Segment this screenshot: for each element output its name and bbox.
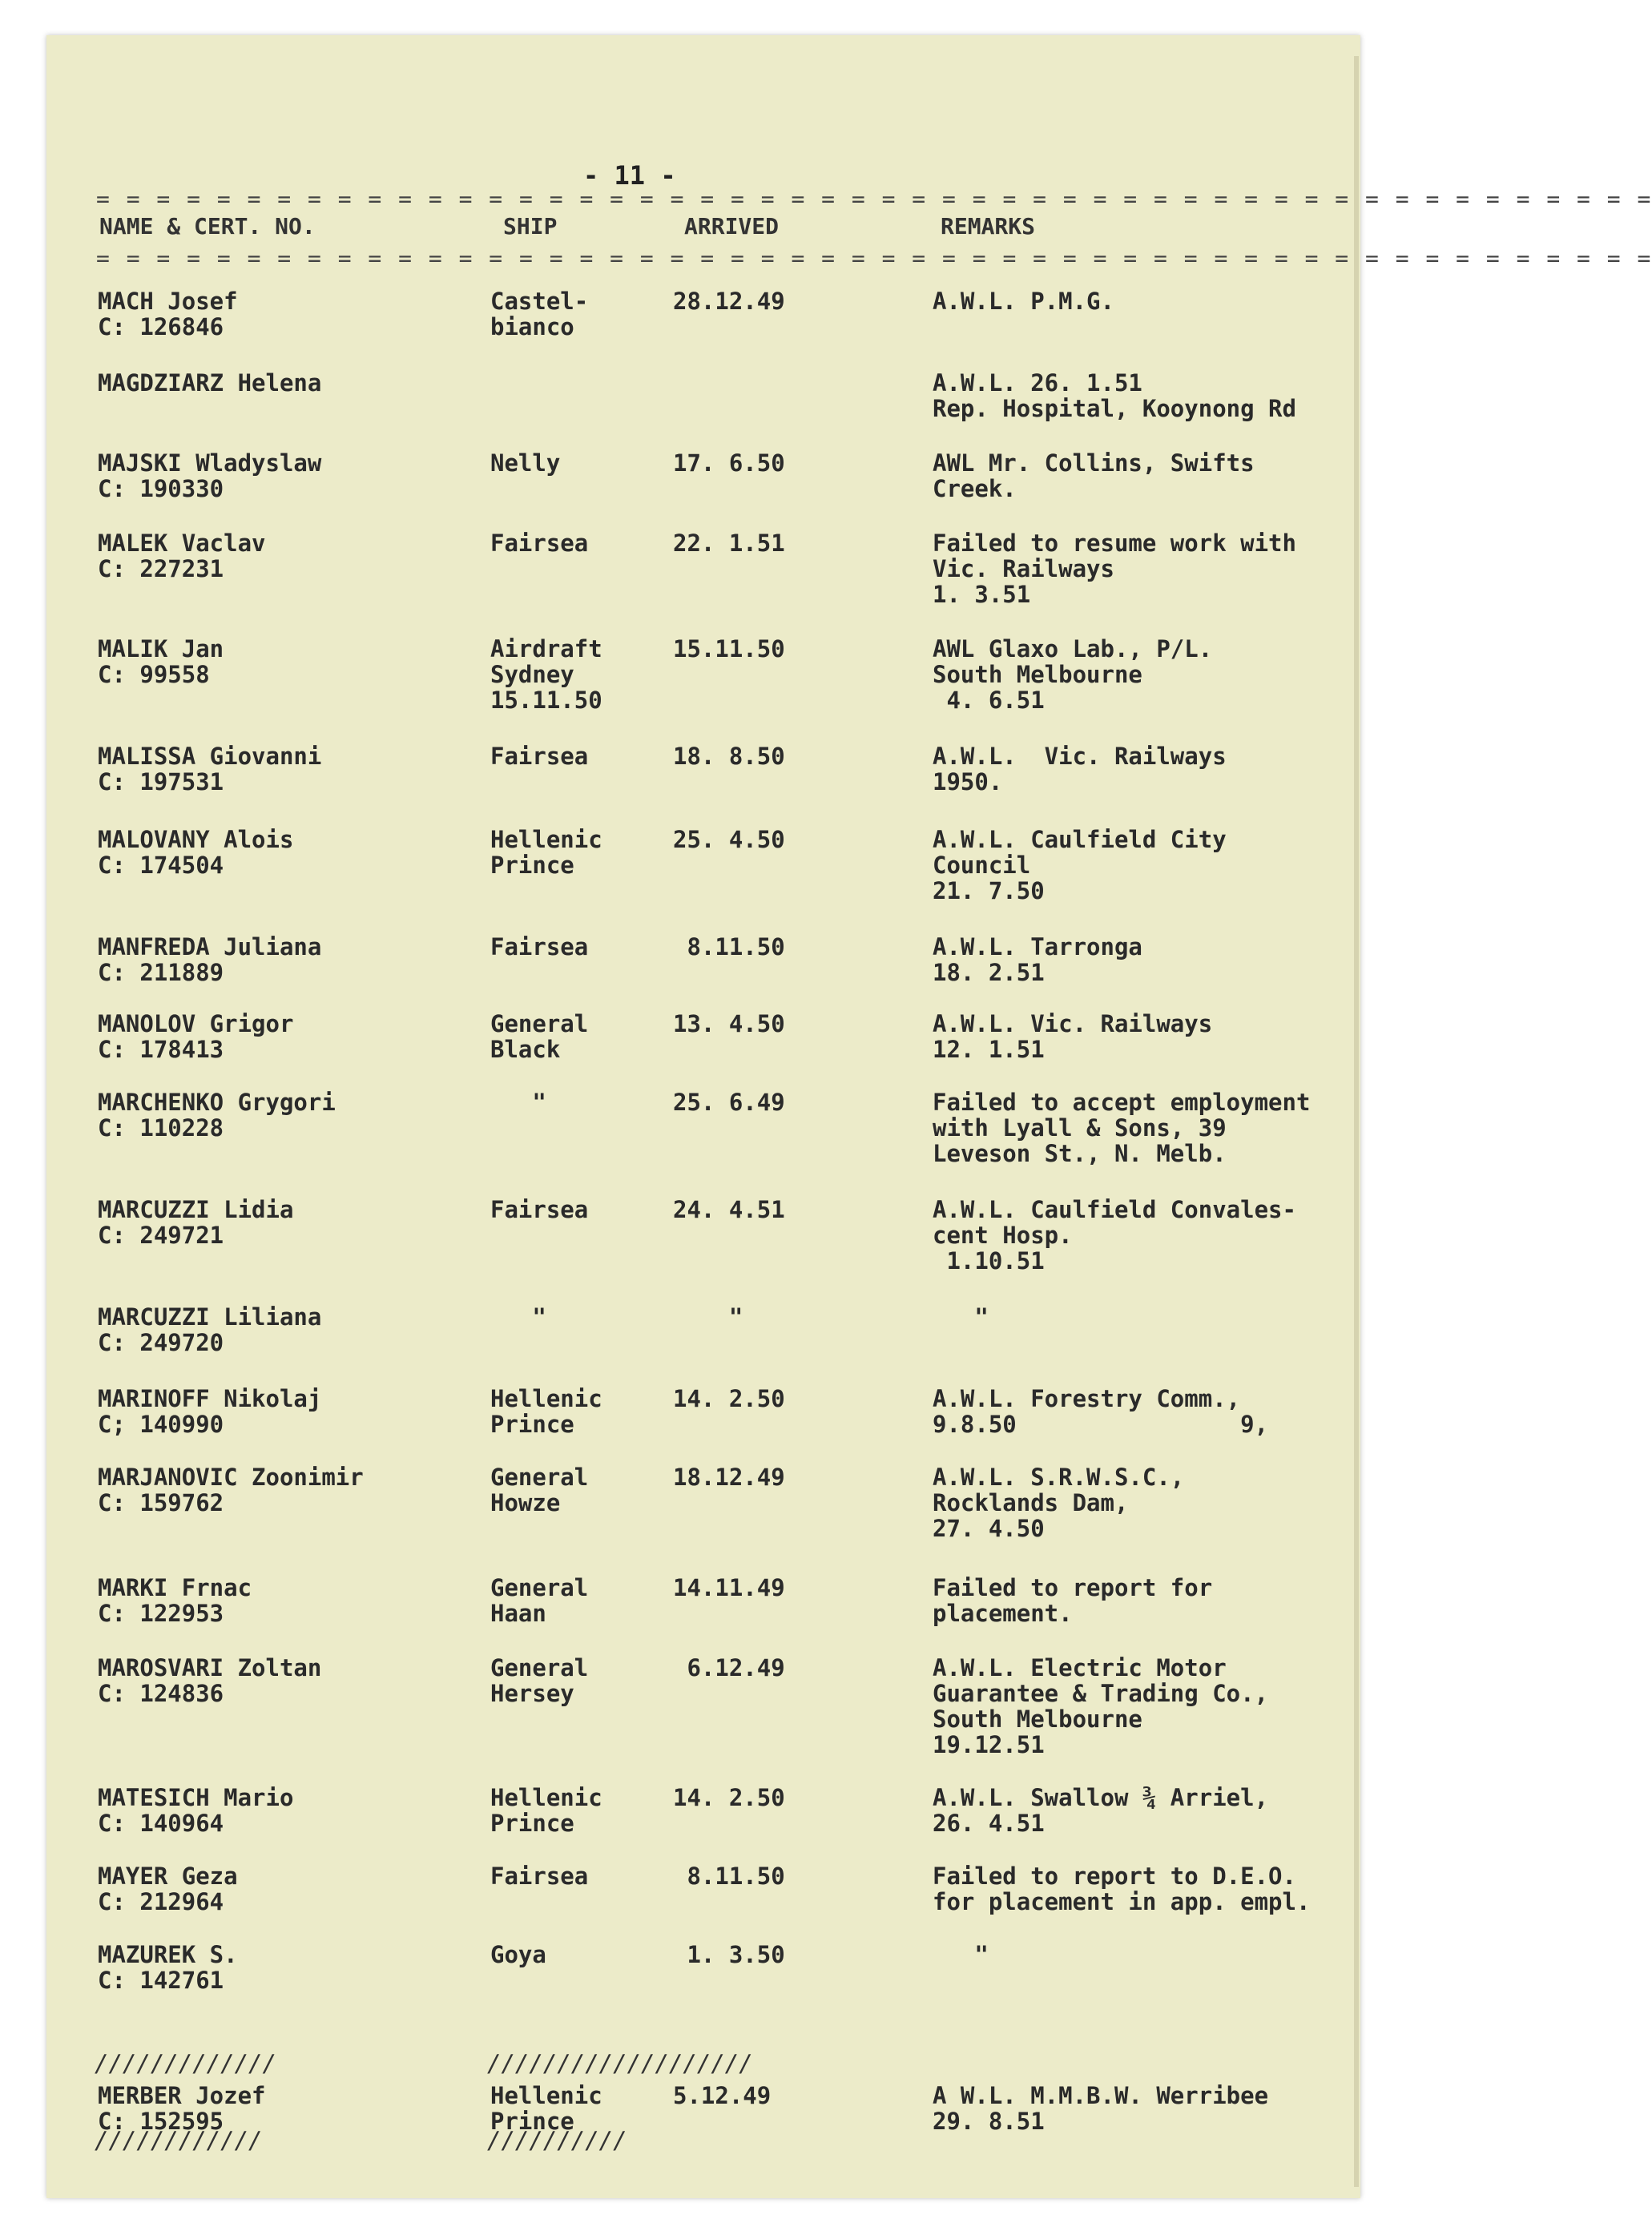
list-item	[0, 530, 1362, 608]
entry-name-line: MARINOFF Nikolaj	[98, 1385, 322, 1412]
entry-remarks	[933, 1386, 1268, 1437]
entry-ship-line: Hellenic	[490, 2082, 602, 2109]
entry-remarks-line: "	[933, 1303, 989, 1331]
entry-remarks-line: South Melbourne	[933, 661, 1142, 688]
entry-name-line: MALISSA Giovanni	[98, 743, 322, 770]
entry-ship	[490, 1011, 588, 1062]
entry-name-line: MARCUZZI Liliana	[98, 1303, 322, 1331]
entry-remarks-line: South Melbourne	[933, 1705, 1142, 1733]
entry-name-line: MALEK Vaclav	[98, 530, 266, 557]
entry-arrived: 28.12.49	[673, 288, 785, 315]
struck-ship-line: //////////	[487, 2127, 627, 2154]
entry-name-line: MATESICH Mario	[98, 1784, 294, 1811]
list-item	[0, 1385, 1362, 1438]
entry-ship-line: bianco	[490, 313, 574, 340]
entry-remarks-line: with Lyall & Sons, 39	[933, 1114, 1227, 1142]
entry-name	[98, 530, 266, 582]
entry-remarks-line: Council	[933, 852, 1031, 879]
entry-ship-line: General	[490, 1574, 589, 1601]
entry-name-line: MERBER Jozef	[98, 2082, 266, 2109]
list-item	[0, 1089, 1362, 1167]
entry-remarks-line: 12. 1.51	[933, 1036, 1045, 1063]
entry-ship	[490, 288, 588, 340]
entry-arrived: 18.12.49	[673, 1464, 785, 1491]
entry-name-line: C: 211889	[98, 959, 224, 986]
entry-remarks-line: A.W.L. Vic. Railways	[933, 1010, 1213, 1037]
entry-name-line: MALOVANY Alois	[98, 826, 294, 853]
entry-name-line: MAGDZIARZ Helena	[98, 369, 322, 397]
entry-remarks	[933, 1011, 1212, 1062]
entry-remarks-line: A.W.L. Caulfield Convales-	[933, 1196, 1296, 1223]
entry-remarks-line: 1.10.51	[933, 1247, 1045, 1275]
entry-name	[98, 450, 321, 501]
entry-name-line: MANOLOV Grigor	[98, 1010, 294, 1037]
entry-remarks	[933, 1089, 1310, 1166]
entry-remarks-line: 1950.	[933, 768, 1003, 795]
list-item	[0, 1303, 1362, 1356]
entry-name-line: C: 249720	[98, 1329, 224, 1356]
entry-remarks-line: Failed to report to D.E.O.	[933, 1863, 1296, 1890]
list-item	[0, 1574, 1362, 1627]
entry-remarks	[933, 1785, 1268, 1836]
entry-remarks-line: A.W.L. 26. 1.51	[933, 369, 1142, 397]
entry-ship-line: Sydney	[490, 661, 574, 688]
entry-ship-line: Prince	[490, 1411, 574, 1438]
entry-remarks	[933, 1197, 1296, 1274]
entry-ship	[490, 450, 560, 476]
entry-remarks	[933, 450, 1255, 501]
entry-arrived: "	[673, 1303, 743, 1331]
entry-ship-line: Goya	[490, 1941, 546, 1968]
struck-name-line: /////////////	[95, 2050, 276, 2077]
entry-name-line: C: 174504	[98, 852, 224, 879]
entry-remarks-line: Failed to resume work with	[933, 530, 1296, 557]
entry-remarks-line: "	[933, 1941, 989, 1968]
entry-remarks-line: Guarantee & Trading Co.,	[933, 1680, 1269, 1707]
list-item	[0, 635, 1362, 714]
entry-ship	[490, 1575, 588, 1626]
entry-remarks-line: 1. 3.51	[933, 581, 1031, 608]
entry-ship-line: Prince	[490, 852, 574, 879]
entry-name-line: MACH Josef	[98, 288, 238, 315]
entry-name	[98, 743, 321, 795]
entry-name-line: C: 178413	[98, 1036, 224, 1063]
entry-name-line: C: 142761	[98, 1967, 224, 1994]
entry-name	[98, 288, 238, 340]
entry-remarks-line: A.W.L. Tarronga	[933, 933, 1142, 960]
entry-name-line: MARKI Frnac	[98, 1574, 252, 1601]
struck-name-line: ////////////	[95, 2127, 263, 2154]
entry-name-line: MARCUZZI Lidia	[98, 1196, 294, 1223]
entry-remarks-line: 9.8.50 9,	[933, 1411, 1269, 1438]
entry-remarks-line: 21. 7.50	[933, 877, 1045, 904]
entry-ship	[490, 1464, 588, 1516]
entry-remarks	[933, 1942, 989, 1967]
entry-name-line: C: 122953	[98, 1600, 224, 1627]
entry-ship	[490, 1863, 588, 1889]
list-item	[0, 743, 1362, 795]
entry-ship-line: Hellenic	[490, 1784, 602, 1811]
entry-ship-line: Fairsea	[490, 530, 589, 557]
entry-remarks-line: placement.	[933, 1600, 1073, 1627]
entry-remarks-line: Vic. Railways	[933, 555, 1114, 582]
entry-remarks	[933, 827, 1227, 904]
entry-name-line: C: 212964	[98, 1888, 224, 1915]
list-item	[0, 1863, 1362, 1915]
entry-arrived: 14. 2.50	[673, 1784, 785, 1811]
top-rule: = = = = = = = = = = = = = = = = = = = = = = = = = = = = = = = = = = = = = = = = = = = = = = = = = = = =	[96, 186, 1652, 212]
struck-name-text	[95, 1999, 276, 2179]
entry-name	[98, 1089, 336, 1141]
list-item	[0, 369, 1362, 422]
entry-remarks-line: cent Hosp.	[933, 1222, 1073, 1249]
entry-ship	[490, 1942, 546, 1967]
entry-remarks-line: 4. 6.51	[933, 687, 1045, 714]
entry-remarks-line: A.W.L. P.M.G.	[933, 288, 1114, 315]
entry-ship-line: "	[490, 1303, 546, 1331]
entry-ship	[490, 827, 602, 878]
entry-remarks	[933, 2083, 1268, 2134]
header-name: NAME & CERT. NO.	[99, 213, 316, 240]
list-item	[0, 1654, 1362, 1758]
entry-arrived: 14.11.49	[673, 1574, 785, 1601]
entry-name	[98, 827, 293, 878]
entry-name-line: MAROSVARI Zoltan	[98, 1654, 322, 1681]
entry-arrived: 18. 8.50	[673, 743, 785, 770]
entry-ship-line: Prince	[490, 1810, 574, 1837]
entry-name	[98, 934, 321, 985]
entry-remarks-line: 19.12.51	[933, 1731, 1045, 1758]
list-item	[0, 1941, 1362, 1994]
entry-ship-line: Haan	[490, 1600, 546, 1627]
entry-ship-line: Castel-	[490, 288, 589, 315]
list-item	[0, 1464, 1362, 1542]
entry-remarks-line: 18. 2.51	[933, 959, 1045, 986]
entry-remarks	[933, 743, 1227, 795]
entry-ship-line: Fairsea	[490, 743, 589, 770]
entry-remarks-line: Rep. Hospital, Kooynong Rd	[933, 395, 1296, 422]
entry-ship-line: Prince	[490, 2108, 574, 2135]
entry-ship-line: Hersey	[490, 1680, 574, 1707]
entry-ship	[490, 934, 588, 960]
entry-name	[98, 1863, 238, 1915]
entry-name-line: C; 140990	[98, 1411, 224, 1438]
entry-remarks-line: A.W.L. Swallow ¾ Arriel,	[933, 1784, 1269, 1811]
entry-name	[98, 1464, 364, 1516]
entry-name	[98, 1386, 321, 1437]
entry-remarks	[933, 1575, 1212, 1626]
entry-remarks-line: A.W.L. Forestry Comm.,	[933, 1385, 1241, 1412]
entry-name	[98, 1304, 321, 1355]
struck-ship-text	[487, 1999, 753, 2179]
entry-remarks	[933, 288, 1114, 314]
entry-name-line: MALIK Jan	[98, 635, 224, 662]
entry-ship-line: General	[490, 1654, 589, 1681]
entry-arrived: 5.12.49	[673, 2082, 772, 2109]
entry-remarks-line: Leveson St., N. Melb.	[933, 1140, 1227, 1167]
entry-ship-line: Fairsea	[490, 1196, 589, 1223]
entry-name	[98, 1011, 293, 1062]
entry-name-line: MARJANOVIC Zoonimir	[98, 1464, 364, 1491]
entry-remarks-line: 29. 8.51	[933, 2108, 1045, 2135]
entry-ship-line: Hellenic	[490, 1385, 602, 1412]
entry-name-line: C: 249721	[98, 1222, 224, 1249]
entry-arrived: 6.12.49	[673, 1654, 785, 1681]
entry-name-line: MAJSKI Wladyslaw	[98, 449, 322, 477]
entry-ship-line: Hellenic	[490, 826, 602, 853]
entry-name-line: C: 99558	[98, 661, 210, 688]
entry-ship	[490, 743, 588, 769]
entry-arrived: 15.11.50	[673, 635, 785, 662]
entry-name-line: C: 152595	[98, 2108, 224, 2135]
entry-ship	[490, 1304, 546, 1330]
entry-remarks-line: A.W.L. Vic. Railways	[933, 743, 1227, 770]
entry-remarks	[933, 636, 1212, 713]
entry-name-line: MANFREDA Juliana	[98, 933, 322, 960]
entry-name-line: C: 190330	[98, 475, 224, 502]
entry-arrived: 8.11.50	[673, 1863, 785, 1890]
entry-name-line: C: 124836	[98, 1680, 224, 1707]
entry-name-line: C: 126846	[98, 313, 224, 340]
entry-ship-line: 15.11.50	[490, 687, 602, 714]
entry-ship	[490, 1785, 602, 1836]
entry-remarks-line: Creek.	[933, 475, 1017, 502]
entry-ship-line: Fairsea	[490, 1863, 589, 1890]
entry-remarks	[933, 1304, 989, 1330]
list-item	[0, 1010, 1362, 1063]
entry-remarks-line: A.W.L. Electric Motor	[933, 1654, 1227, 1681]
entry-ship-line: Airdraft	[490, 635, 602, 662]
page-number: - 11 -	[583, 160, 676, 191]
entry-remarks-line: Failed to report for	[933, 1574, 1213, 1601]
header-remarks: REMARKS	[941, 213, 1036, 240]
entry-remarks	[933, 530, 1296, 607]
header-rule: = = = = = = = = = = = = = = = = = = = = = = = = = = = = = = = = = = = = = = = = = = = = = = = = = = = =	[96, 245, 1652, 272]
entry-ship-line: Fairsea	[490, 933, 589, 960]
list-item	[0, 288, 1362, 340]
entry-ship	[490, 1089, 546, 1115]
entry-name-line: C: 197531	[98, 768, 224, 795]
entry-arrived: 22. 1.51	[673, 530, 785, 557]
entry-name	[98, 1655, 321, 1706]
entry-name-line: MAYER Geza	[98, 1863, 238, 1890]
entry-remarks-line: 26. 4.51	[933, 1810, 1045, 1837]
entry-name-line: C: 140964	[98, 1810, 224, 1837]
entry-remarks-line: A W.L. M.M.B.W. Werribee	[933, 2082, 1269, 2109]
list-item	[0, 1196, 1362, 1275]
entry-ship-line: General	[490, 1464, 589, 1491]
entry-arrived: 17. 6.50	[673, 449, 785, 477]
entry-name-line: MAZUREK S.	[98, 1941, 238, 1968]
entry-ship	[490, 1655, 588, 1706]
entry-remarks-line: Rocklands Dam,	[933, 1489, 1129, 1516]
list-item	[0, 1784, 1362, 1837]
entry-remarks-line: A.W.L. Caulfield City	[933, 826, 1227, 853]
entry-remarks	[933, 1464, 1184, 1541]
entry-arrived: 14. 2.50	[673, 1385, 785, 1412]
entry-name	[98, 1197, 293, 1248]
entry-arrived: 1. 3.50	[673, 1941, 785, 1968]
entry-arrived: 25. 4.50	[673, 826, 785, 853]
entry-ship-line: "	[490, 1089, 546, 1116]
header-arrived: ARRIVED	[684, 213, 780, 240]
entry-ship-line: General	[490, 1010, 589, 1037]
entry-ship	[490, 636, 602, 713]
entry-remarks-line: AWL Mr. Collins, Swifts	[933, 449, 1255, 477]
entry-remarks	[933, 1655, 1268, 1758]
entry-arrived: 25. 6.49	[673, 1089, 785, 1116]
entry-remarks	[933, 1863, 1310, 1915]
list-item	[0, 933, 1362, 986]
entry-arrived: 24. 4.51	[673, 1196, 785, 1223]
entry-remarks-line: AWL Glaxo Lab., P/L.	[933, 635, 1213, 662]
entry-remarks-line: Failed to accept employment	[933, 1089, 1311, 1116]
entry-ship-line: Howze	[490, 1489, 561, 1516]
entry-name-line: C: 159762	[98, 1489, 224, 1516]
entry-remarks-line: for placement in app. empl.	[933, 1888, 1311, 1915]
entry-name	[98, 1942, 238, 1993]
entry-name-line: C: 110228	[98, 1114, 224, 1142]
entry-name	[98, 370, 321, 396]
entry-name-line: C: 227231	[98, 555, 224, 582]
entry-ship-line: Black	[490, 1036, 561, 1063]
entry-ship	[490, 1197, 588, 1222]
struck-ship-line: ///////////////////	[487, 2050, 753, 2077]
entry-remarks-line: 27. 4.50	[933, 1515, 1045, 1542]
entry-remarks-line: A.W.L. S.R.W.S.C.,	[933, 1464, 1185, 1491]
entry-arrived: 8.11.50	[673, 933, 785, 960]
entry-arrived: 13. 4.50	[673, 1010, 785, 1037]
entry-name	[98, 1785, 293, 1836]
entry-remarks	[933, 370, 1296, 421]
entry-remarks	[933, 934, 1142, 985]
list-item	[0, 826, 1362, 904]
entry-ship	[490, 1386, 602, 1437]
entry-ship-line: Nelly	[490, 449, 561, 477]
list-item	[0, 449, 1362, 502]
entry-name	[98, 1575, 252, 1626]
header-ship: SHIP	[503, 213, 558, 240]
entry-name	[98, 636, 224, 687]
entry-name-line: MARCHENKO Grygori	[98, 1089, 336, 1116]
entry-ship	[490, 530, 588, 556]
